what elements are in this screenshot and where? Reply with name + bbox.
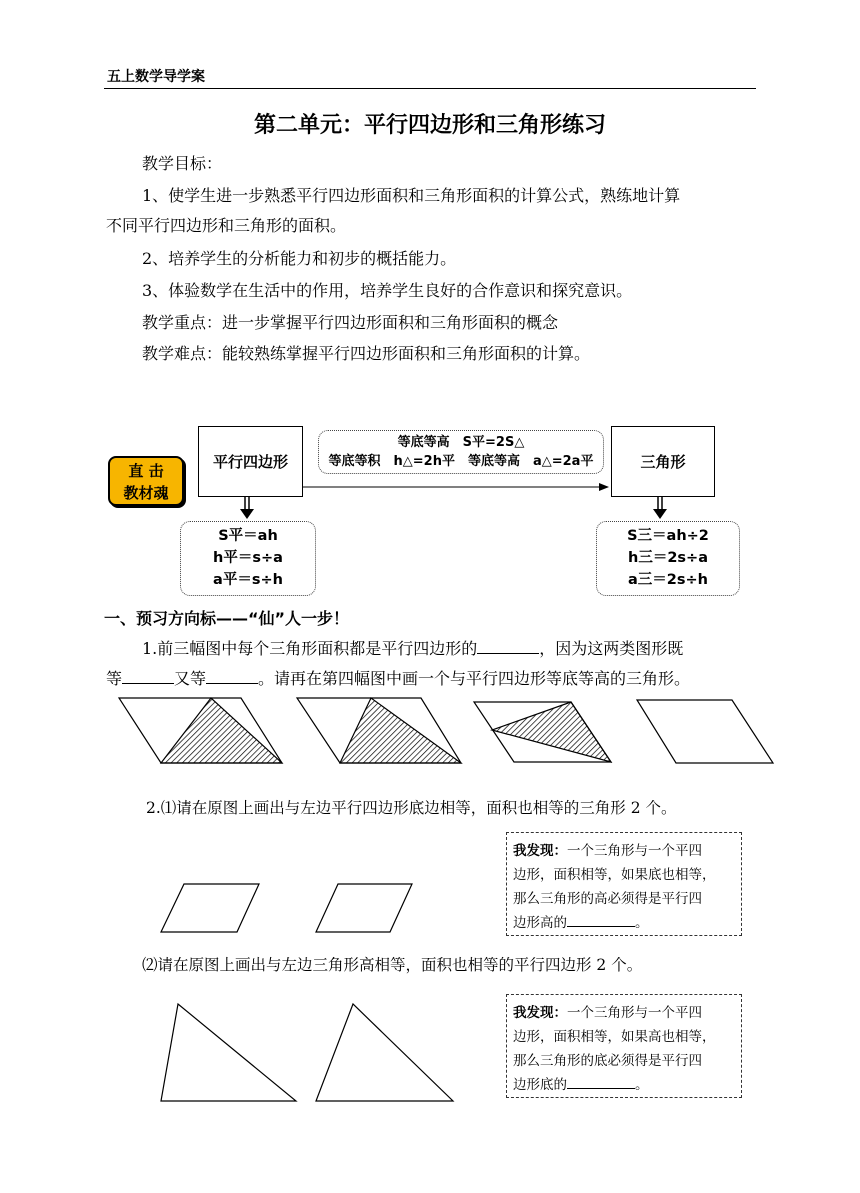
- objective-1-line1: 1、使学生进一步熟悉平行四边形面积和三角形面积的计算公式，熟练地计算: [142, 186, 681, 205]
- header-text: 五上数学导学案: [107, 69, 205, 85]
- q2-1-parallelogram-2: [316, 884, 412, 932]
- objective-2: 2、培养学生的分析能力和初步的概括能力。: [142, 249, 457, 268]
- q1-text-b: ，因为这两类图形既: [539, 639, 684, 658]
- finding-box-2: [506, 994, 742, 1098]
- triangle-box: 三角形: [611, 426, 715, 497]
- finding-1-line3: 那么三角形的高必须得是平行四: [513, 891, 702, 907]
- badge-line-1: 直 击: [128, 462, 164, 480]
- q2-2-triangle-1: [161, 1004, 296, 1101]
- finding-2-label: 我发现：: [513, 1005, 567, 1021]
- para-formula-area: S平＝ah: [218, 528, 278, 544]
- figure-3: [474, 702, 611, 762]
- q1-text-d: 又等: [174, 669, 207, 688]
- question-2-1: 2.⑴请在原图上画出与左边平行四边形底边相等，面积也相等的三角形 2 个。: [146, 799, 677, 817]
- finding-1-end: 。: [635, 915, 649, 931]
- relation-line-1: 等底等高 S平=2S△: [397, 435, 525, 450]
- down-arrow-left: [240, 497, 254, 519]
- finding-2-blank[interactable]: [567, 1075, 635, 1089]
- finding-2-line2: 边形，面积相等，如果高也相等，: [513, 1029, 716, 1045]
- q1-blank-3[interactable]: [206, 668, 258, 684]
- q2-1-parallelogram-1: [161, 884, 259, 932]
- parallelogram-formulas: [180, 521, 316, 596]
- para-formula-height: h平＝s÷a: [213, 550, 283, 566]
- q1-text-a: 1.前三幅图中每个三角形面积都是平行四边形的: [142, 639, 478, 658]
- badge-line-2: 教材魂: [123, 484, 169, 502]
- finding-2-line1: 一个三角形与一个平四: [567, 1005, 702, 1021]
- objective-1-line2: 不同平行四边形和三角形的面积。: [106, 216, 347, 235]
- tri-formula-area: S三＝ah÷2: [627, 528, 709, 544]
- figure-2: [297, 698, 461, 763]
- triangle-formulas: [596, 521, 740, 596]
- section-1-title: 一、预习方向标——“仙”人一步！: [104, 609, 350, 628]
- finding-1-line2: 边形，面积相等，如果底也相等，: [513, 867, 716, 883]
- figure-1: [119, 698, 282, 763]
- q1-blank-1[interactable]: [477, 638, 539, 654]
- para-formula-base: a平＝s÷h: [213, 572, 283, 588]
- question-1-line-2: [106, 668, 690, 689]
- page-title: 第二单元：平行四边形和三角形练习: [253, 113, 606, 138]
- finding-2-line3: 那么三角形的底必须得是平行四: [513, 1053, 702, 1069]
- relation-line-2: 等底等积 h△=2h平 等底等高 a△=2a平: [328, 454, 594, 469]
- parallelogram-box: 平行四边形: [198, 426, 303, 497]
- tri-formula-base: a三＝2s÷h: [628, 572, 708, 588]
- tri-formula-height: h三＝2s÷a: [628, 550, 708, 566]
- question-2-2: ⑵请在原图上画出与左边三角形高相等，面积也相等的平行四边形 2 个。: [142, 956, 643, 974]
- difficulty: 教学难点：能较熟练掌握平行四边形面积和三角形面积的计算。: [142, 344, 591, 363]
- q2-2-triangle-2: [316, 1004, 453, 1101]
- question-1-line-1: [142, 638, 683, 659]
- finding-1-line1: 一个三角形与一个平四: [567, 843, 702, 859]
- objective-3: 3、体验数学在生活中的作用，培养学生良好的合作意识和探究意识。: [142, 281, 633, 300]
- objectives-heading: 教学目标：: [142, 154, 223, 173]
- finding-2-line4: 边形底的: [513, 1077, 567, 1093]
- finding-2-end: 。: [635, 1077, 649, 1093]
- q1-blank-2[interactable]: [122, 668, 174, 684]
- finding-1-label: 我发现：: [513, 843, 567, 859]
- finding-1-blank[interactable]: [567, 913, 635, 927]
- finding-1-line4: 边形高的: [513, 915, 567, 931]
- finding-box-1: [506, 832, 742, 936]
- chapter-badge: [108, 456, 184, 506]
- key-point: 教学重点：进一步掌握平行四边形面积和三角形面积的概念: [142, 313, 559, 332]
- down-arrow-right: [653, 497, 667, 519]
- q1-text-c: 等: [106, 669, 123, 688]
- q1-text-e: 。请再在第四幅图中画一个与平行四边形等底等高的三角形。: [258, 669, 691, 688]
- relation-box: [318, 430, 604, 474]
- figure-4: [637, 700, 773, 763]
